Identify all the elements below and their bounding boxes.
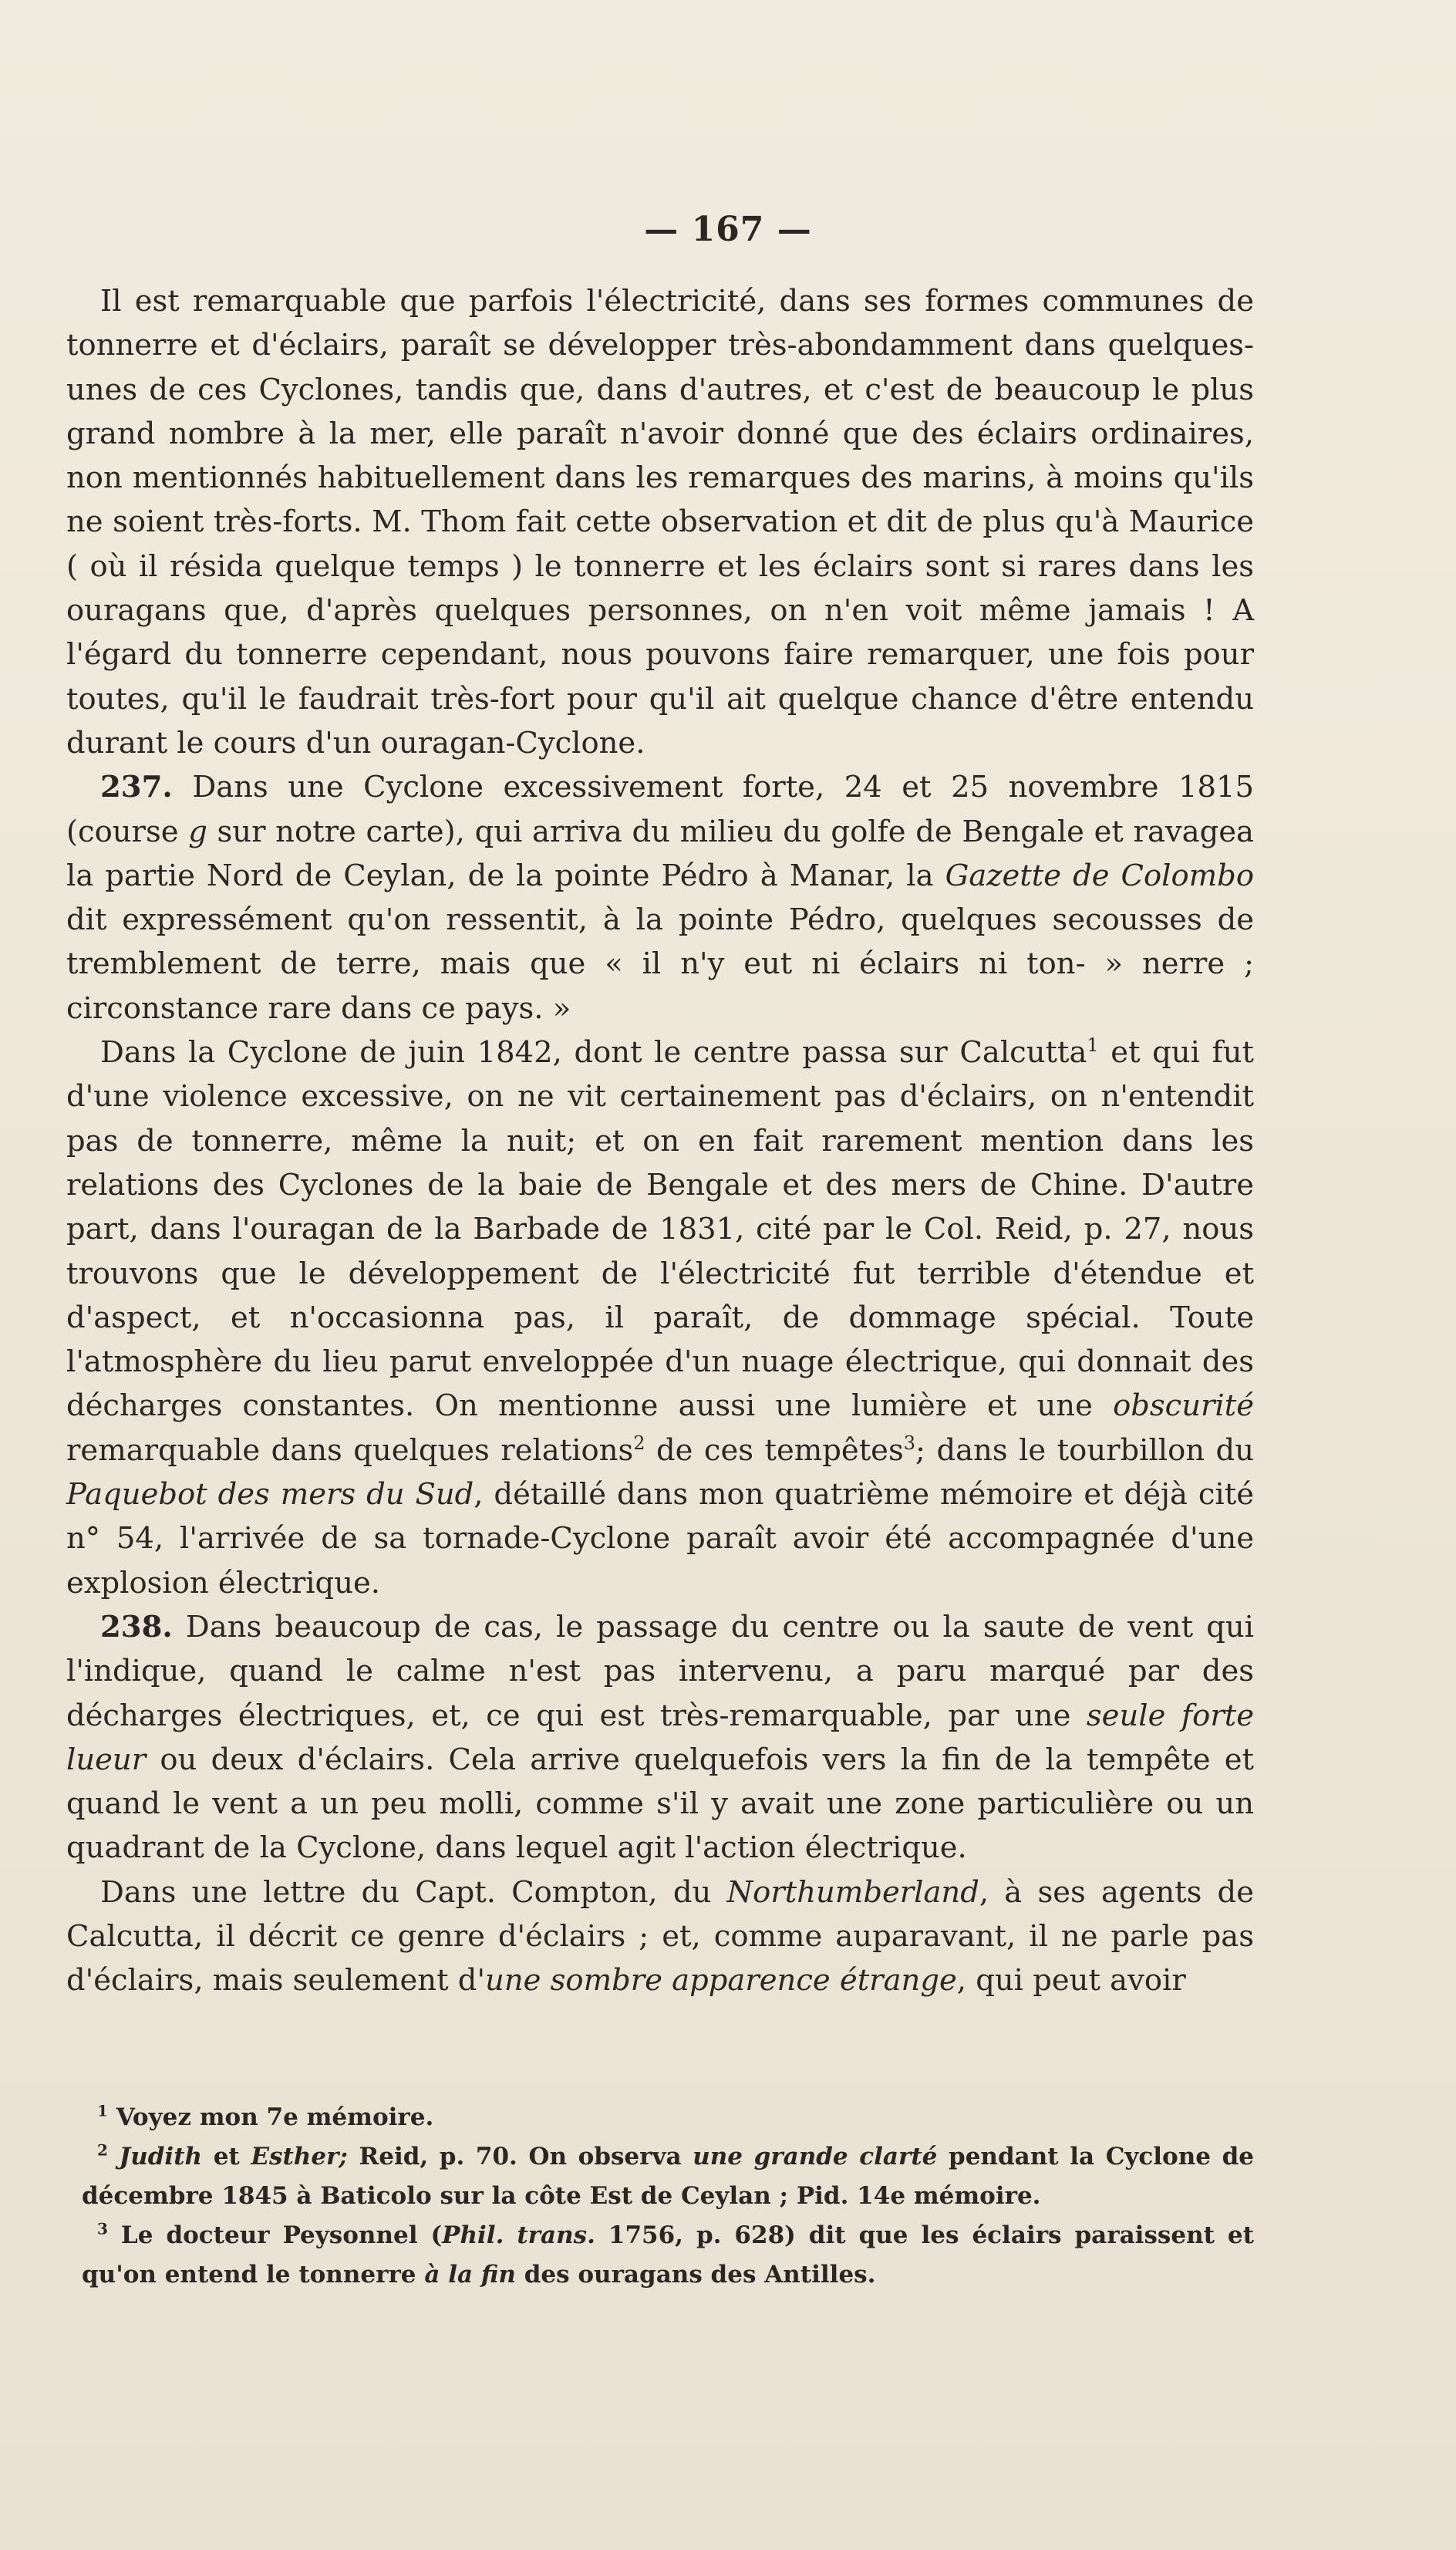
footnote-2: $^2$ Judith et Esther; Reid, p. 70. On observa une grande clarté pendant la Cyclone de décembre 1845 à Baticolo sur la côte Est de Ceylan ; Pid. 14e mémoire. (82, 2140, 1254, 2210)
footnote-ref-1[interactable]: 1 (1087, 1034, 1099, 1057)
main-text (66, 279, 1254, 2003)
footnote-3: $^3$ Le docteur Peysonnel (Phil. trans. 1756, p. 628) dit que les éclairs paraissent et qu'on entend le tonnerre à la fin des ouragans des Antilles. (82, 2219, 1254, 2289)
paragraph-237: 237. Dans une Cyclone excessivement forte, 24 et 25 novembre 1815 (course g sur notre carte), qui arriva du milieu du golfe de Bengale et ravagea la partie Nord de Ceylan, de la pointe Pédro à Manar, la Gazette de Colombo dit expressément qu'on ressentit, à la pointe Pédro, quelques secousses de tremblement de terre, mais que « il n'y eut ni éclairs ni ton- » nerre ; circonstance rare dans ce pays. » (66, 770, 1254, 1026)
footnotes (82, 2098, 1254, 2295)
paragraph-compton: Dans une lettre du Capt. Compton, du Northumberland, à ses agents de Calcutta, il décrit ce genre d'éclairs ; et, comme auparavant, il ne parle pas d'éclairs, mais seulement d'une sombre apparence étrange, qui peut avoir (66, 1874, 1254, 1999)
footnote-ref-3[interactable]: 3 (903, 1432, 916, 1454)
page-number: — 167 — (644, 210, 812, 249)
section-number-237: 237. (100, 770, 173, 805)
section-number-238: 238. (100, 1609, 173, 1644)
paragraph-electricity: Il est remarquable que parfois l'électricité, dans ses formes communes de tonnerre et d'éclairs, paraît se développer très-abondamment dans quelques-unes de ces Cyclones, tandis que, dans d'autres, et c'est de beaucoup le plus grand nombre à la mer, elle paraît n'avoir donné que des éclairs ordinaires, non mentionnés habituellement dans les remarques des marins, à moins qu'ils ne soient très-forts. M. Thom fait cette observation et dit de plus qu'à Maurice ( où il résida quelque temps ) le tonnerre et les éclairs sont si rares dans les ouragans que, d'après quelques personnes, on n'en voit même jamais ! A l'égard du tonnerre cependant, nous pouvons faire remarquer, une fois pour toutes, qu'il le faudrait très-fort pour qu'il ait quelque chance d'être entendu durant le cours d'un ouragan-Cyclone. (66, 284, 1254, 761)
footnote-ref-2[interactable]: 2 (633, 1432, 645, 1454)
paragraph-238: 238. Dans beaucoup de cas, le passage du centre ou la saute de vent qui l'indique, quand le calme n'est pas intervenu, a paru marqué par des décharges électriques, et, ce qui est très-remarquable, par une seule forte lueur ou deux d'éclairs. Cela arrive quelquefois vers la fin de la tempête et quand le vent a un peu molli, comme s'il y avait une zone particulière ou un quadrant de la Cyclone, dans lequel agit l'action électrique. (66, 1609, 1254, 1866)
paragraph-calcutta: Dans la Cyclone de juin 1842, dont le centre passa sur Calcutta$^1$ et qui fut d'une violence excessive, on ne vit certainement pas d'éclairs, on n'entendit pas de tonnerre, même la nuit; et on en fait rarement mention dans les relations des Cyclones de la baie de Bengale et des mers de Chine. D'autre part, dans l'ouragan de la Barbade de 1831, cité par le Col. Reid, p. 27, nous trouvons que le développement de l'électricité fut terrible d'étendue et d'aspect, et n'occasionna pas, il paraît, de dommage spécial. Toute l'atmosphère du lieu parut enveloppée d'un nuage électrique, qui donnait des décharges constantes. On mentionne aussi une lumière et une obscurité remarquable dans quelques relations$^2$ de ces tempêtes$^3$; dans le tourbillon du Paquebot des mers du Sud, détaillé dans mon quatrième mémoire et déjà cité n° 54, l'arrivée de sa tornade-Cyclone paraît avoir été accompagnée d'une explosion électrique. (66, 1034, 1254, 1600)
footnote-1: $^1$ Voyez mon 7e mémoire. (97, 2101, 434, 2131)
